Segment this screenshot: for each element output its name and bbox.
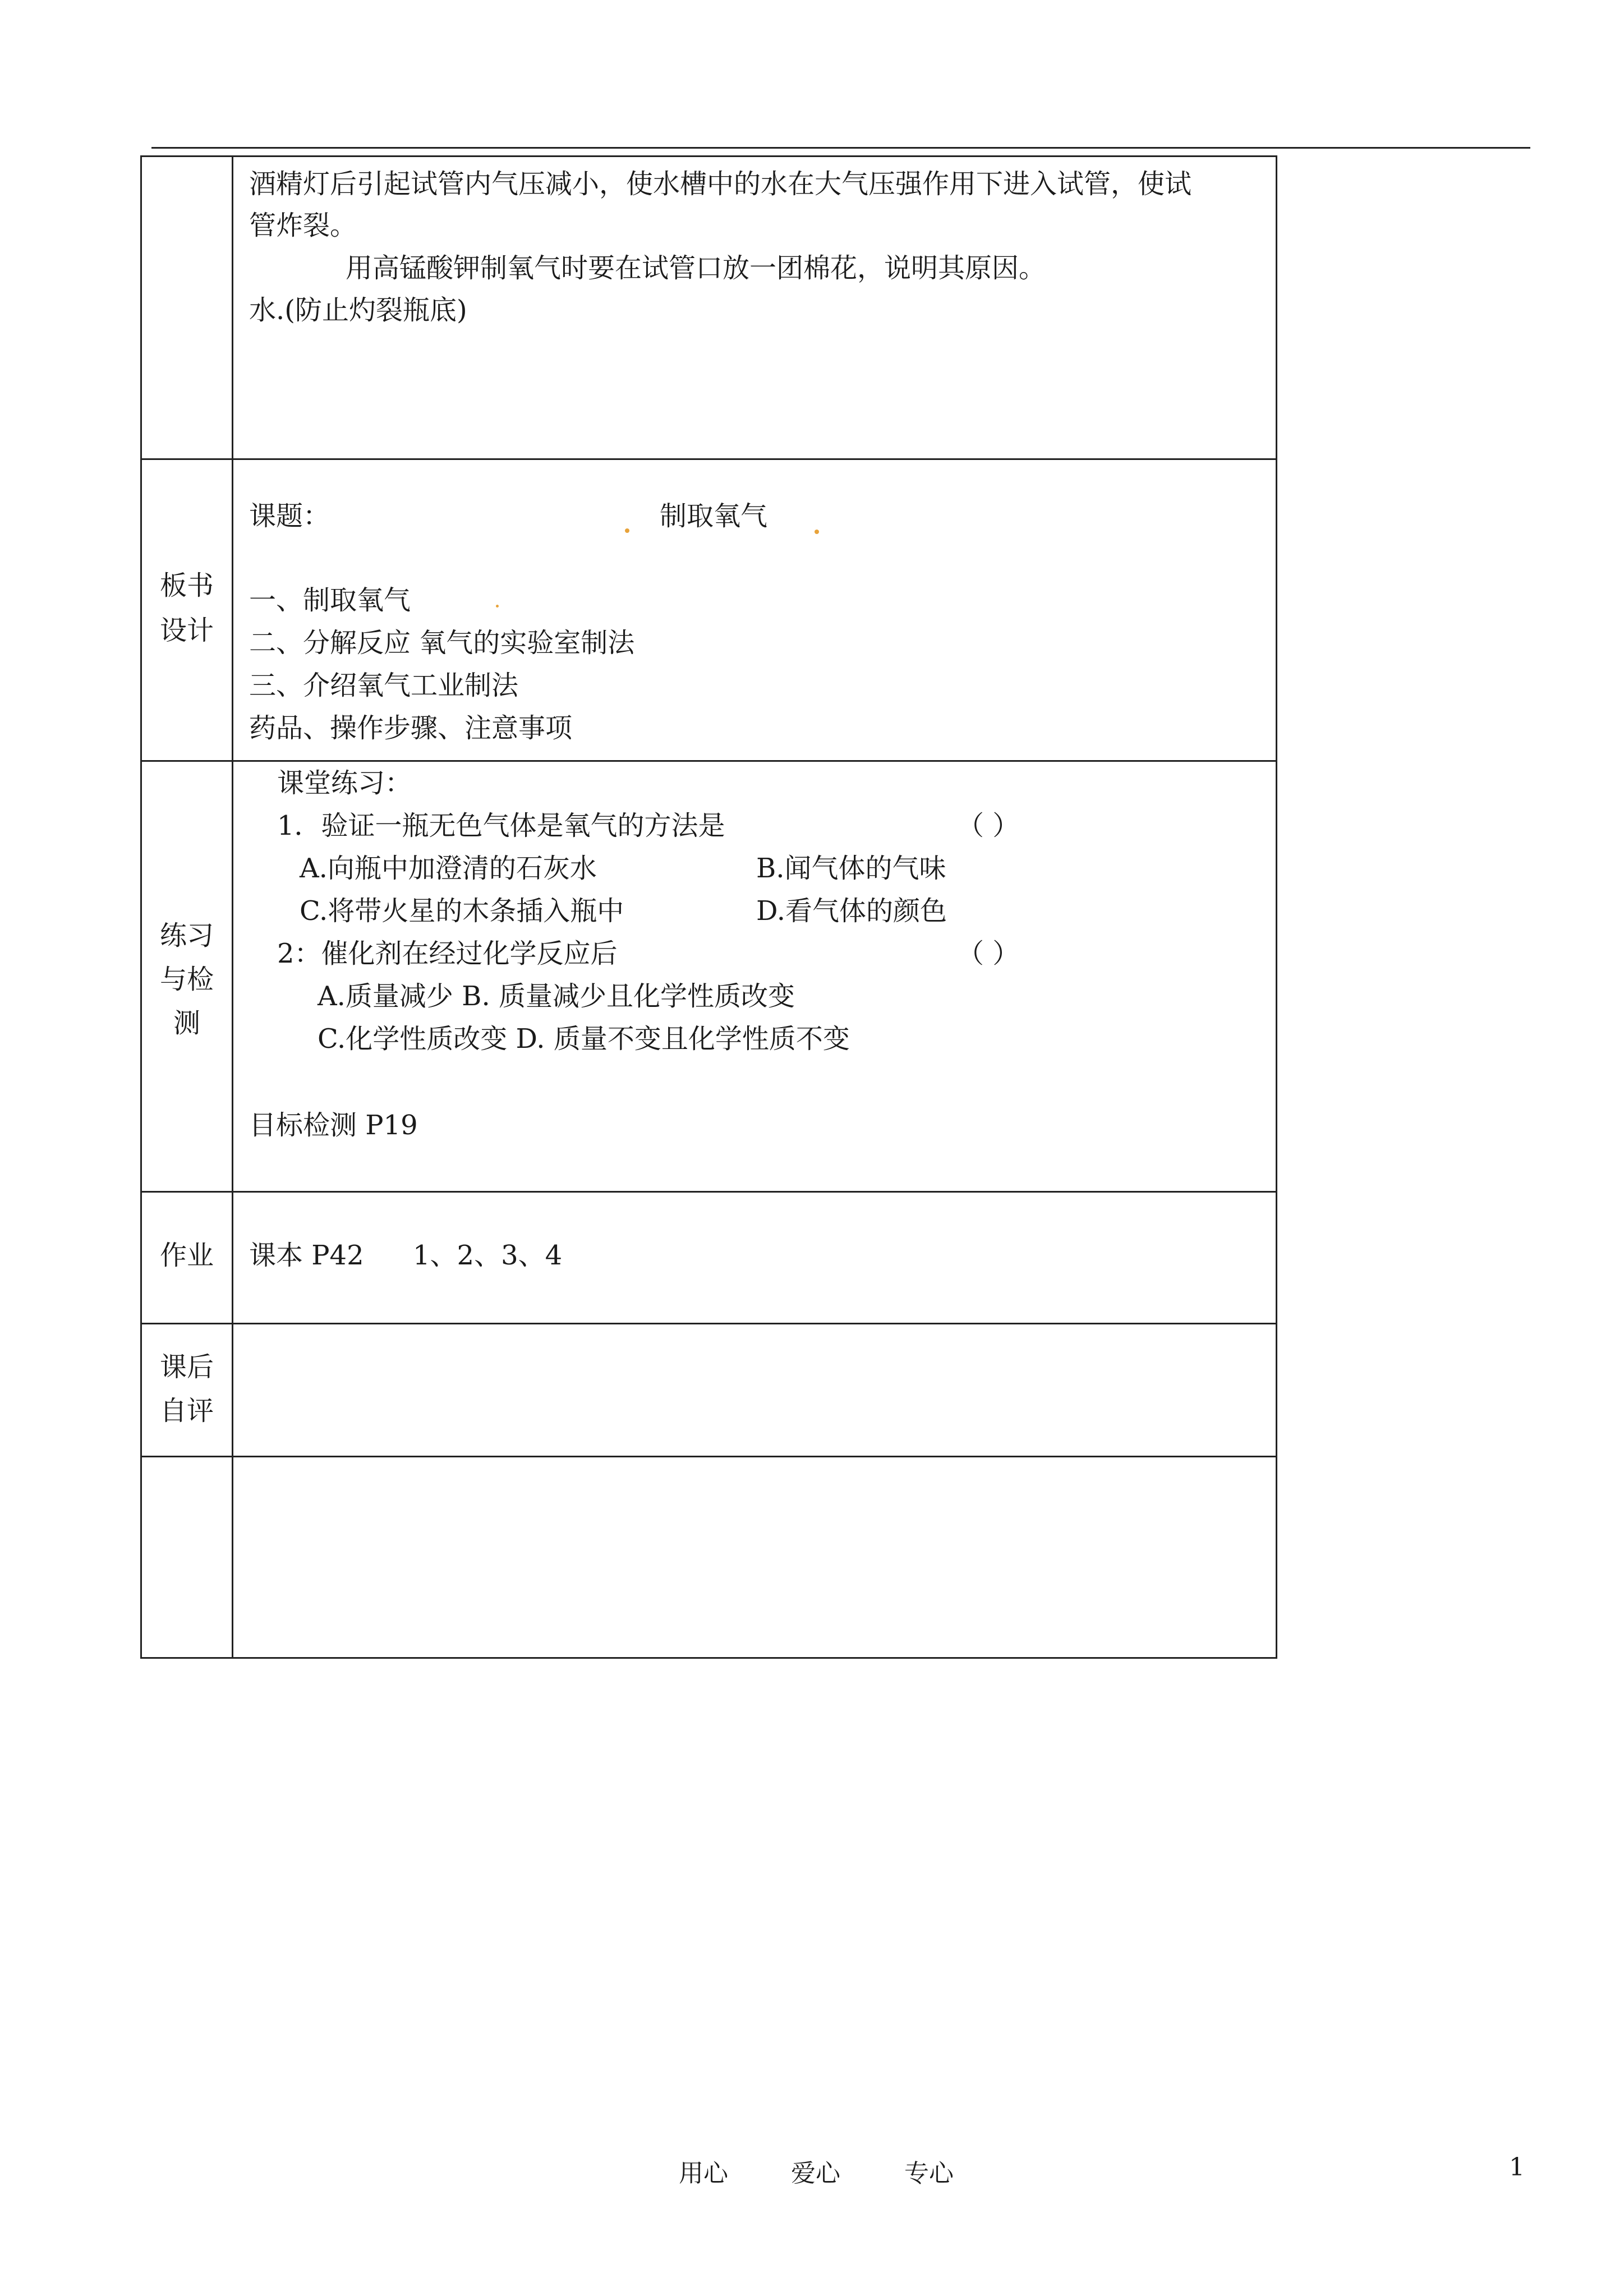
table-row-board-design	[142, 458, 1276, 760]
text-line: 用高锰酸钾制氧气时要在试管口放一团棉花，说明其原因。	[346, 252, 1046, 284]
row-label: 课后	[159, 1351, 214, 1383]
table-row-practice	[142, 760, 1276, 1191]
option-d: D.看气体的颜色	[756, 895, 947, 927]
option-b: B.闻气体的气味	[756, 853, 946, 884]
row-label: 作业	[159, 1240, 214, 1271]
decorative-dot	[815, 530, 819, 534]
content-cell	[233, 157, 1276, 458]
label-cell	[142, 762, 233, 1191]
row-label: 设计	[159, 615, 214, 646]
content-cell	[233, 1193, 1276, 1323]
question-2: 2：催化剂在经过化学反应后	[277, 938, 618, 969]
practice-heading: 课堂练习：	[277, 767, 412, 799]
label-cell	[142, 157, 233, 458]
content-cell	[233, 762, 1276, 1191]
table-row-empty	[142, 1456, 1276, 1657]
row-label: 自评	[159, 1395, 214, 1427]
options-cd: C.化学性质改变 D. 质量不变且化学性质不变	[318, 1023, 850, 1055]
board-item: 三、介绍氧气工业制法	[249, 670, 519, 701]
option-c: C.将带火星的木条插入瓶中	[300, 895, 624, 927]
footer-motto: 用心	[679, 2159, 728, 2188]
label-cell	[142, 1324, 233, 1456]
table-row-self-review	[142, 1323, 1276, 1456]
table-row-explanation	[142, 157, 1276, 458]
row-label: 与检	[159, 964, 214, 995]
row-label: 练习	[159, 920, 214, 951]
page-number: 1	[1509, 2153, 1525, 2182]
header-rule	[151, 147, 1530, 149]
question-1: 1．验证一瓶无色气体是氧气的方法是	[277, 810, 725, 841]
label-cell	[142, 1193, 233, 1323]
text-line: 水.(防止灼裂瓶底)	[249, 295, 467, 326]
content-cell	[233, 460, 1276, 760]
answer-bracket: （ ）	[957, 938, 1020, 969]
footer-motto: 爱心	[791, 2159, 840, 2188]
option-a: A.向瓶中加澄清的石灰水	[300, 853, 597, 884]
homework-items: 1、2、3、4	[413, 1240, 563, 1271]
label-cell	[142, 460, 233, 760]
footer-motto: 专心	[904, 2159, 954, 2188]
board-item: 二、分解反应 氧气的实验室制法	[249, 627, 635, 659]
row-label: 测	[173, 1007, 200, 1039]
topic-title: 制取氧气	[660, 500, 768, 532]
options-ab: A.质量减少 B. 质量减少且化学性质改变	[318, 981, 795, 1012]
text-line: 酒精灯后引起试管内气压减小，使水槽中的水在大气压强作用下进入试管，使试	[249, 168, 1192, 200]
board-item: 药品、操作步骤、注意事项	[249, 712, 573, 744]
target-check: 目标检测 P19	[249, 1110, 418, 1141]
content-cell	[233, 1324, 1276, 1456]
text-line: 管炸裂。	[249, 210, 357, 241]
decorative-dot	[496, 605, 499, 608]
label-cell	[142, 1457, 233, 1657]
content-cell	[233, 1457, 1276, 1657]
board-item: 一、制取氧气	[249, 585, 411, 616]
row-label: 板书	[159, 570, 214, 601]
topic-label: 课题：	[249, 500, 330, 532]
lesson-plan-table	[140, 155, 1277, 1659]
table-row-homework	[142, 1191, 1276, 1323]
homework-book: 课本 P42	[249, 1240, 364, 1271]
answer-bracket: （ ）	[957, 810, 1020, 841]
decorative-dot	[625, 528, 629, 533]
